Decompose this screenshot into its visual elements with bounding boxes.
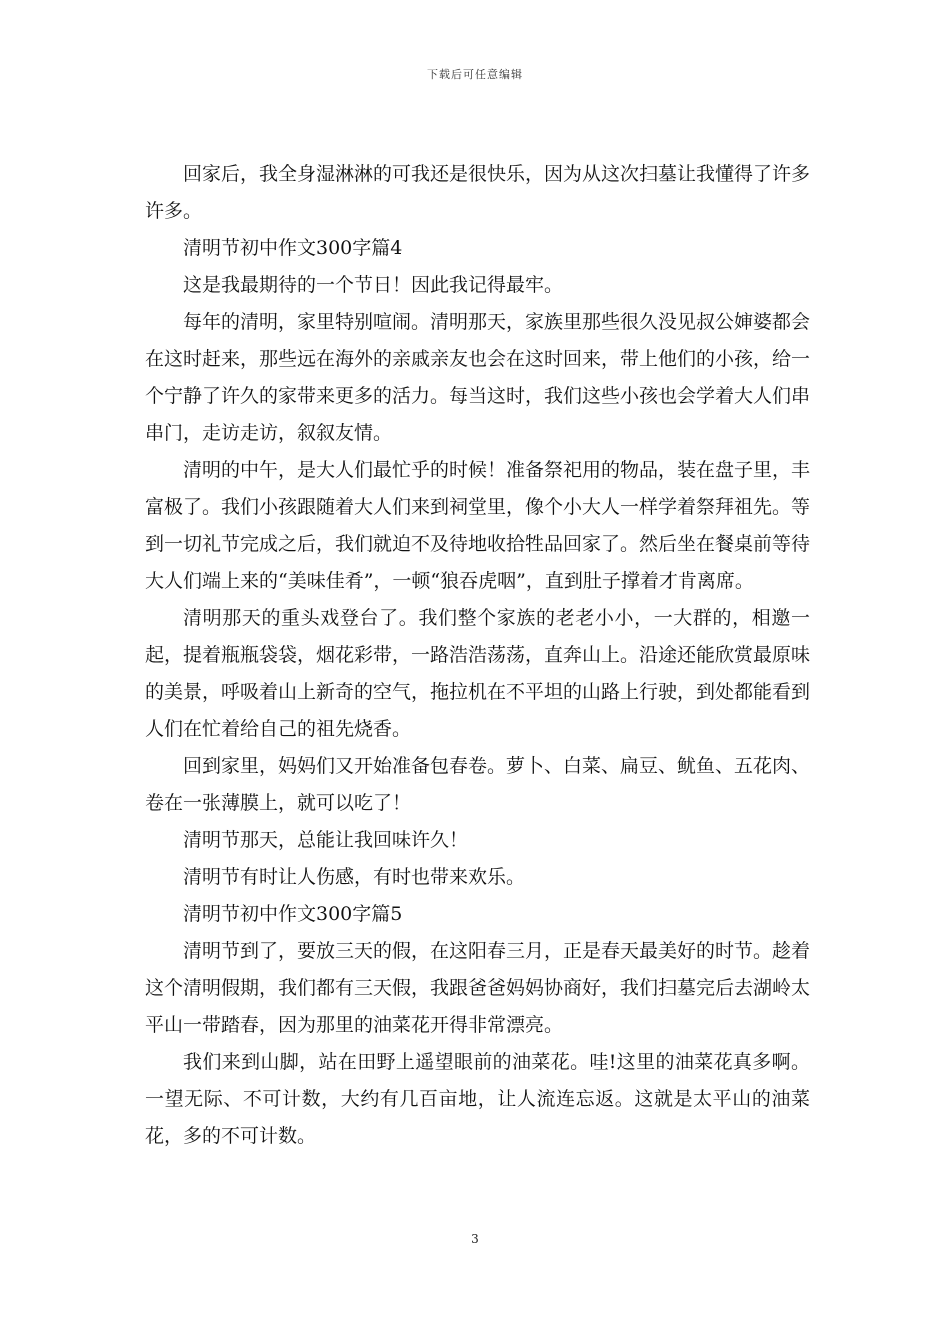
paragraph: 回家后，我全身湿淋淋的可我还是很快乐，因为从这次扫墓让我懂得了许多许多。 — [145, 163, 811, 222]
section-heading: 清明节初中作文300字篇5 — [183, 903, 403, 925]
paragraph: 回到家里，妈妈们又开始准备包春卷。萝卜、白菜、扁豆、鱿鱼、五花肉、卷在一张薄膜上，就可以吃了！ — [145, 755, 811, 814]
paragraph: 清明节到了，要放三天的假，在这阳春三月，正是春天最美好的时节。趁着这个清明假期，我们都有三天假，我跟爸爸妈妈协商好，我们扫墓完后去湖岭太平山一带踏春，因为那里的油菜花开得非常漂亮。 — [145, 940, 811, 1036]
paragraph: 我们来到山脚，站在田野上遥望眼前的油菜花。哇!这里的油菜花真多啊。一望无际、不可计数，大约有几百亩地，让人流连忘返。这就是太平山的油菜花，多的不可计数。 — [145, 1051, 810, 1147]
paragraph: 每年的清明，家里特别喧闹。清明那天，家族里那些很久没见叔公婶婆都会在这时赶来，那些远在海外的亲戚亲友也会在这时回来，带上他们的小孩，给一个宁静了许久的家带来更多的活力。每当这时，我们这些小孩也会学着大人们串串门，走访走访，叙叙友情。 — [145, 311, 811, 444]
document-body — [145, 156, 810, 1155]
paragraph: 清明那天的重头戏登台了。我们整个家族的老老小小，一大群的，相邀一起，提着瓶瓶袋袋，烟花彩带，一路浩浩荡荡，直奔山上。沿途还能欣赏最原味的美景，呼吸着山上新奇的空气，拖拉机在不平坦的山路上行驶，到处都能看到人们在忙着给自己的祖先烧香。 — [145, 607, 811, 740]
paragraph: 清明节有时让人伤感，有时也带来欢乐。 — [183, 866, 526, 888]
section-heading: 清明节初中作文300字篇4 — [183, 237, 403, 259]
paragraph: 清明的中午，是大人们最忙乎的时候！准备祭祀用的物品，装在盘子里，丰富极了。我们小孩跟随着大人们来到祠堂里，像个小大人一样学着祭拜祖先。等到一切礼节完成之后，我们就迫不及待地收拾牲品回家了。然后坐在餐桌前等待大人们端上来的“美味佳肴”，一顿“狼吞虎咽”，直到肚子撑着才肯离席。 — [145, 459, 811, 592]
page-header: 下载后可任意编辑 — [427, 68, 523, 81]
paragraph: 清明节那天，总能让我回味许久！ — [183, 829, 469, 851]
page-number: 3 — [471, 1232, 479, 1246]
paragraph: 这是我最期待的一个节日！因此我记得最牢。 — [183, 274, 564, 296]
